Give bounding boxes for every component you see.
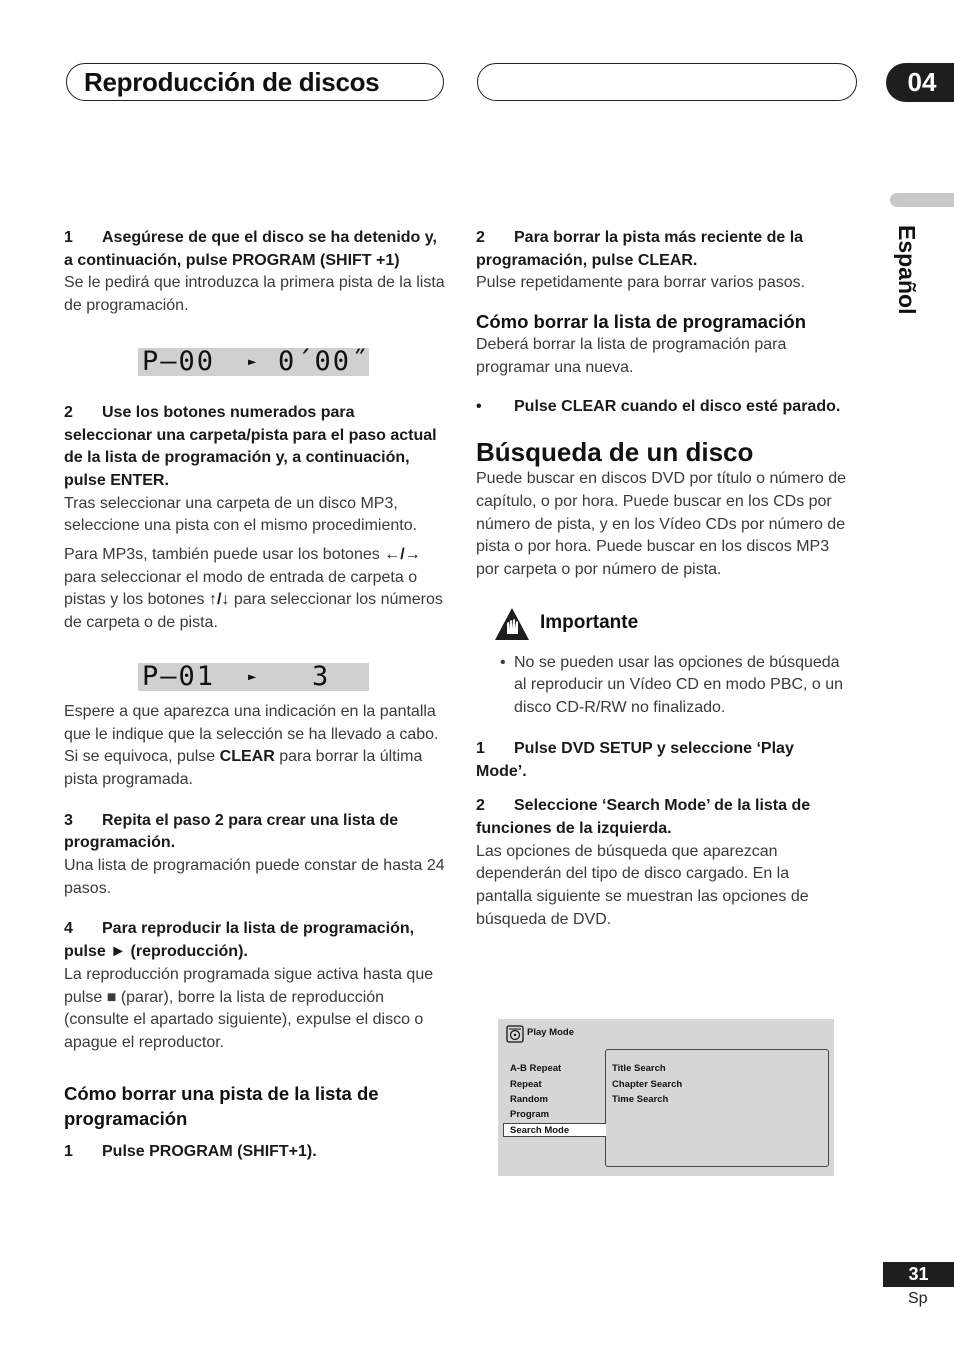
step-number: 1 xyxy=(64,1142,73,1160)
step-number: 3 xyxy=(64,811,73,829)
mp3-note xyxy=(64,544,446,635)
option-time-search[interactable]: Time Search xyxy=(612,1094,669,1105)
lcd-play-icon: ► xyxy=(248,353,259,370)
delete-track-heading: Cómo borrar una pista de la lista de programación xyxy=(64,1082,379,1129)
wait-note-text: Espere a que aparezca una indicación en la pantalla que le indique que la selección se ha llevado a cabo. Si se equivoca, pulse xyxy=(64,702,439,766)
step-4-text: La reproducción programada sigue activa hasta que pulse xyxy=(64,965,434,1006)
step-number: 2 xyxy=(476,229,485,246)
language-tab xyxy=(890,193,954,207)
delete-step-2 xyxy=(476,227,848,272)
step-1 xyxy=(64,227,446,272)
stop-icon: ■ xyxy=(106,988,117,1006)
step-4-body xyxy=(64,964,446,1055)
important-title: Importante xyxy=(540,612,639,634)
lcd-display-2 xyxy=(138,660,369,692)
option-title-search[interactable]: Title Search xyxy=(612,1063,666,1074)
bullet-text: Pulse CLEAR cuando el disco esté parado. xyxy=(514,397,841,415)
wait-note-text: para borrar la última pista programada. xyxy=(64,748,423,788)
step-title: Seleccione ‘Search Mode’ de la lista de funciones de la izquierda. xyxy=(476,797,811,837)
delete-step-2-body: Pulse repetidamente para borrar varios pasos. xyxy=(476,274,806,292)
page-number: 31 xyxy=(883,1262,954,1287)
step-2 xyxy=(64,402,446,493)
warning-icon xyxy=(494,607,530,641)
important-header xyxy=(476,606,848,642)
step-title: Pulse DVD SETUP y seleccione ‘Play Mode’. xyxy=(476,739,794,780)
step-title: Para reproducir la lista de programación, pulse ► (reproducción). xyxy=(64,920,415,961)
mp3-note-text: para seleccionar los números de carpeta o de pista. xyxy=(64,591,443,632)
step-title: Repita el paso 2 para crear una lista de programación. xyxy=(64,811,399,852)
clear-list-body: Deberá borrar la lista de programación para programar una nueva. xyxy=(476,336,787,376)
search-step-1 xyxy=(476,738,848,783)
clear-list-heading: Cómo borrar la lista de programación xyxy=(476,311,806,333)
delete-step-1 xyxy=(64,1141,446,1164)
step-3 xyxy=(64,810,446,855)
play-mode-screen xyxy=(498,1019,834,1176)
step-4-text: (parar), borre la lista de reproducción (consulte el apartado siguiente), expulse el disco o apague el reproductor. xyxy=(64,988,424,1051)
lcd-display-1 xyxy=(138,345,370,377)
step-number: 1 xyxy=(476,739,485,757)
search-step-2-body: Las opciones de búsqueda que aparezcan dependerán del tipo de disco cargado. En la pantalla siguiente se muestran las opciones de búsqueda de DVD. xyxy=(476,842,809,928)
disc-icon xyxy=(506,1025,524,1043)
lcd-program-number: P–01 xyxy=(142,660,216,692)
up-down-arrows-icon: ↑/↓ xyxy=(208,591,230,609)
step-number: 4 xyxy=(64,920,73,938)
left-column xyxy=(64,227,446,1163)
search-body: Puede buscar en discos DVD por título o número de capítulo, o por hora. Puede buscar en los CDs por número de pista, y en los Vídeo CDs por número de pista o por hora. Puede buscar en los discos MP3 por carpeta o por número de pista. xyxy=(476,470,846,579)
step-title: Para borrar la pista más reciente de la programación, pulse CLEAR. xyxy=(476,229,804,269)
step-2-body: Tras seleccionar una carpeta de un disco MP3, seleccione una pista con el mismo procedimiento. xyxy=(64,494,418,535)
lcd-program-number: P–00 xyxy=(142,345,216,377)
step-4 xyxy=(64,918,446,963)
bullet: • xyxy=(476,397,482,415)
bullet: • xyxy=(500,653,506,671)
page-title: Reproducción de discos xyxy=(84,67,380,97)
option-chapter-search[interactable]: Chapter Search xyxy=(612,1079,683,1090)
left-right-arrows-icon: ←/→ xyxy=(384,546,421,564)
menu-item-random[interactable]: Random xyxy=(510,1094,548,1105)
step-title: Use los botones numerados para seleccionar una carpeta/pista para el paso actual de la lista de programación y, a continuación, pulse ENTER. xyxy=(64,403,437,489)
lcd-play-icon: ► xyxy=(248,668,259,685)
lcd-track: 3 xyxy=(312,660,331,692)
screen-title: Play Mode xyxy=(527,1027,574,1038)
step-number: 2 xyxy=(64,403,73,421)
mp3-note-text: Para MP3s, también puede usar los botones xyxy=(64,546,385,564)
page-language-code: Sp xyxy=(908,1290,928,1307)
chapter-badge: 04 xyxy=(886,63,954,102)
step-1-body: Se le pedirá que introduzca la primera pista de la lista de programación. xyxy=(64,274,445,315)
clear-list-bullet xyxy=(476,396,848,419)
language-label: Español xyxy=(894,225,920,315)
step-number: 2 xyxy=(476,797,485,815)
step-3-body: Una lista de programación puede constar de hasta 24 pasos. xyxy=(64,857,445,897)
step-number: 1 xyxy=(64,229,73,246)
search-heading: Búsqueda de un disco xyxy=(476,437,754,468)
menu-item-ab-repeat[interactable]: A-B Repeat xyxy=(510,1063,562,1074)
search-step-2 xyxy=(476,795,848,840)
menu-item-repeat[interactable]: Repeat xyxy=(510,1079,542,1090)
step-title: Asegúrese de que el disco se ha detenido y, a continuación, pulse PROGRAM (SHIFT +1) xyxy=(64,229,437,269)
right-column xyxy=(476,227,848,931)
clear-key-label: CLEAR xyxy=(219,748,275,766)
menu-item-program[interactable]: Program xyxy=(510,1109,550,1120)
lcd-time: 0´00˝ xyxy=(278,345,370,377)
mp3-note-text: para seleccionar el modo de entrada de carpeta o pistas y los botones xyxy=(64,568,418,609)
step-title: Pulse PROGRAM (SHIFT+1). xyxy=(102,1142,317,1160)
important-text: No se pueden usar las opciones de búsqueda al reproducir un Vídeo CD en modo PBC, o un disco CD-R/RW no finalizado. xyxy=(514,653,844,717)
wait-note xyxy=(64,701,446,792)
menu-item-search-mode[interactable]: Search Mode xyxy=(510,1125,570,1136)
header-empty-frame xyxy=(477,63,857,101)
important-bullet xyxy=(476,652,848,720)
